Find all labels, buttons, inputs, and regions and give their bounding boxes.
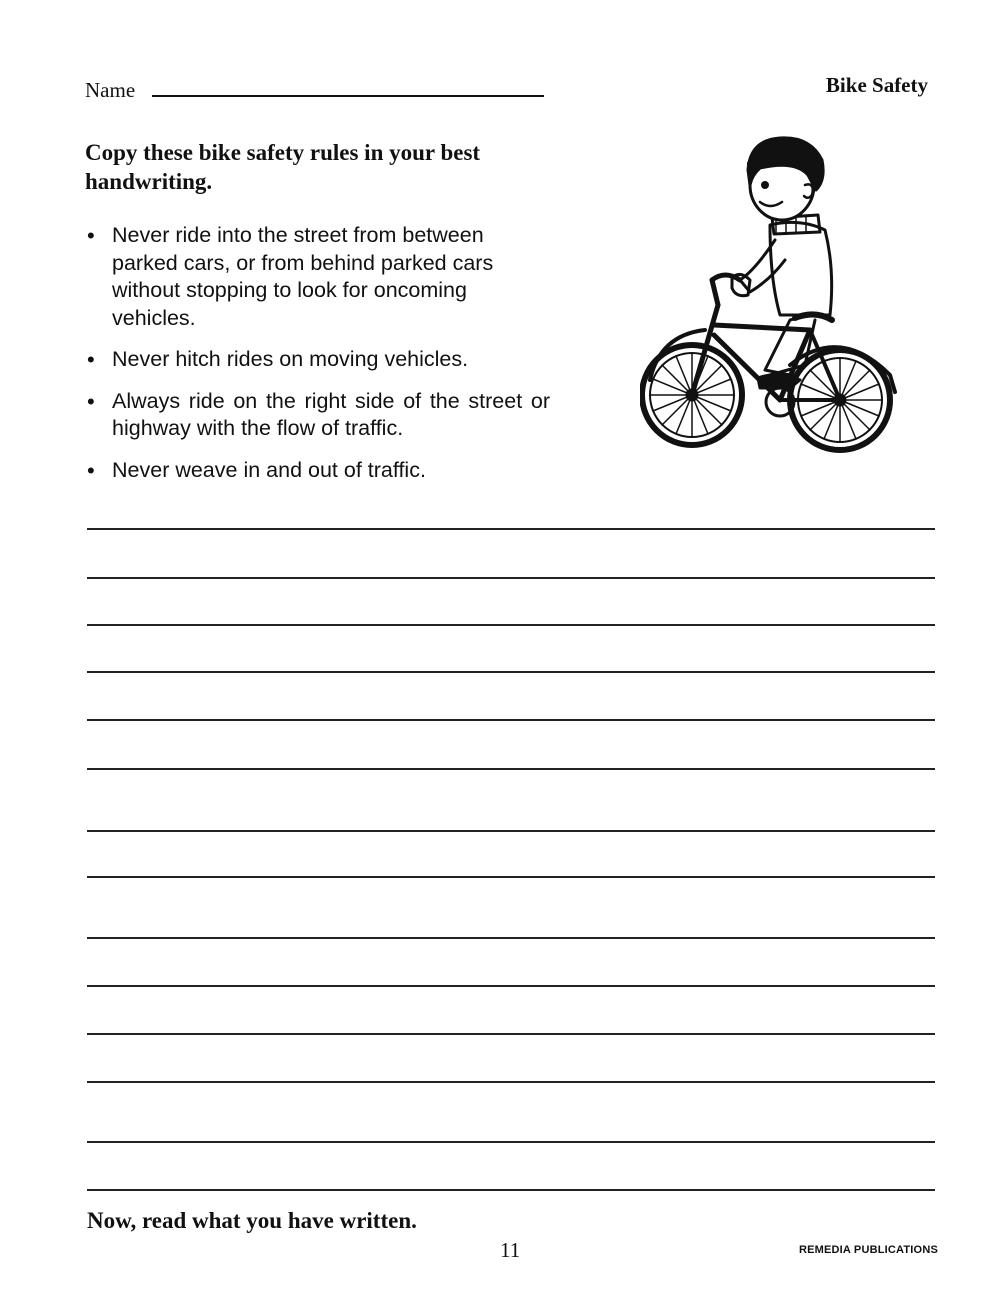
rule-item bbox=[85, 388, 550, 443]
bullet-icon: • bbox=[87, 347, 95, 372]
bullet-icon: • bbox=[87, 223, 95, 248]
rule-text: Never hitch rides on moving vehicles. bbox=[112, 347, 469, 371]
name-field-line[interactable] bbox=[152, 95, 544, 97]
rule-item bbox=[85, 346, 550, 374]
page-number: 11 bbox=[500, 1238, 521, 1262]
writing-line[interactable] bbox=[87, 937, 935, 939]
writing-line[interactable] bbox=[87, 577, 935, 579]
rule-item bbox=[85, 222, 550, 332]
writing-line[interactable] bbox=[87, 830, 935, 832]
rule-text: Never weave in and out of traffic. bbox=[112, 457, 426, 482]
boy-on-bicycle-illustration bbox=[640, 130, 900, 470]
writing-line[interactable] bbox=[87, 1189, 935, 1191]
rule-text: Never ride into the street from between parked cars, or from behind parked cars without stopping to look for oncoming vehicles. bbox=[112, 223, 494, 330]
bullet-icon: • bbox=[87, 457, 95, 483]
writing-line[interactable] bbox=[87, 1141, 935, 1143]
writing-line[interactable] bbox=[87, 876, 935, 878]
bullet-icon: • bbox=[87, 388, 95, 414]
publisher-name: REMEDIA PUBLICATIONS bbox=[798, 1244, 938, 1256]
writing-line[interactable] bbox=[87, 985, 935, 987]
rule-text: Always ride on the right side of the street or highway with the flow of traffic. bbox=[112, 388, 550, 440]
writing-line[interactable] bbox=[87, 1081, 935, 1083]
rule-item bbox=[85, 457, 550, 485]
name-label: Name bbox=[85, 78, 136, 102]
worksheet-title: Bike Safety bbox=[825, 73, 928, 97]
instruction-text: Copy these bike safety rules in your best handwriting. bbox=[85, 140, 481, 194]
writing-line[interactable] bbox=[87, 768, 935, 770]
closing-instruction: Now, read what you have written. bbox=[87, 1208, 417, 1233]
writing-line[interactable] bbox=[87, 624, 935, 626]
writing-line[interactable] bbox=[87, 671, 935, 673]
writing-line[interactable] bbox=[87, 528, 935, 530]
rules-list bbox=[85, 222, 550, 498]
writing-line[interactable] bbox=[87, 719, 935, 721]
writing-line[interactable] bbox=[87, 1033, 935, 1035]
